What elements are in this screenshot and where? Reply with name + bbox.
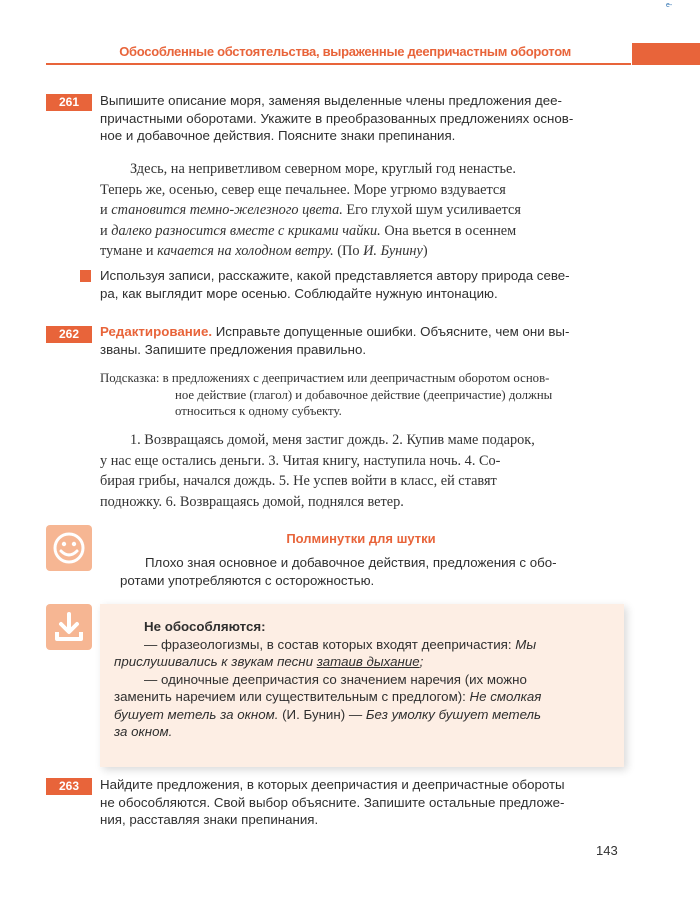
subtask-line: ра, как выглядит море осенью. Соблюдайте нужную интонацию. [100, 285, 498, 301]
rule-line: заменить наречием или существительным с предлогом): Не смолкая [114, 689, 542, 704]
running-header-title: Обособленные обстоятельства, выраженные деепричастным оборотом [119, 44, 571, 59]
smiley-icon [46, 525, 92, 571]
task-line: Найдите предложения, в которых деепричастия и деепричастные обороты [100, 777, 565, 792]
exercise-261-text [100, 159, 620, 262]
download-icon [46, 604, 92, 650]
joke-text [100, 554, 622, 589]
subtask-line: Используя записи, расскажите, какой представляется автору природа севе- [100, 268, 570, 283]
exercise-number-261: 261 [46, 94, 92, 111]
exercise-262-task: Редактирование. Исправьте допущенные ошибки. Объясните, чем они вы- званы. Запишите предложения правильно. [100, 323, 630, 358]
text-line: тумане и качается на холодном ветру. (По И. Бунину) [100, 243, 428, 259]
exercise-261-task [100, 92, 630, 145]
joke-line: ротами употребляются с осторожностью. [120, 572, 375, 588]
task-line: Выпишите описание моря, заменяя выделенные члены предложения дее- [100, 93, 562, 108]
exercise-number-262: 262 [46, 326, 92, 343]
text-line: Теперь же, осенью, север еще печальнее. Море угрюмо вздувается [100, 181, 506, 198]
exercise-261-subtask [100, 267, 630, 302]
sentence-line: бирая грибы, начался дождь. 5. Не успев войти в класс, ей ставят [100, 473, 497, 489]
task-line: причастными оборотами. Укажите в преобразованных предложениях основ- [100, 110, 574, 126]
rule-note [100, 604, 624, 767]
exercise-263-task [100, 776, 630, 829]
text-line: Здесь, на неприветливом северном море, круглый год ненастье. [130, 161, 516, 177]
sentence-line: 1. Возвращаясь домой, меня застиг дождь. 2. Купив маме подарок, [130, 432, 535, 448]
rule-line: бушует метель за окном. (И. Бунин) — Без умолку бушует метель [114, 706, 542, 722]
task-line: ния, расставляя знаки препинания. [100, 812, 319, 827]
hint-line: ное действие (глагол) и добавочное действие (деепричастие) должны [175, 387, 553, 402]
rule-line: за окном. [114, 724, 173, 739]
text-line: и становится темно-железного цвета. Его глухой шум усиливается [100, 202, 521, 218]
sentence-line: подножку. 6. Возвращаясь домой, поднялся ветер. [100, 493, 404, 510]
rule-line: — фразеологизмы, в состав которых входят деепричастия: Мы [144, 636, 537, 652]
rule-line: — одиночные деепричастия со значением наречия (их можно [144, 671, 527, 687]
page-number: 143 [596, 843, 618, 858]
sentence-line: у нас еще остались деньги. 3. Читая книгу, наступила ночь. 4. Со- [100, 452, 501, 469]
publisher-logo: e- [666, 2, 673, 9]
exercise-262-hint [100, 370, 622, 420]
rule-note-title: Не обособляются: [144, 619, 266, 634]
joke-line: Плохо зная основное и добавочное действия, предложения с обо- [145, 555, 557, 570]
hint-line: Подсказка: в предложениях с деепричастием или деепричастным оборотом основ- [100, 371, 550, 385]
task-line: званы. Запишите предложения правильно. [100, 341, 367, 357]
joke-title: Полминутки для шутки [286, 531, 436, 546]
exercise-262-sentences [100, 430, 622, 512]
task-line: ное и добавочное действия. Поясните знаки препинания. [100, 128, 456, 143]
running-header [46, 43, 631, 65]
header-tab [632, 43, 700, 65]
subtask-marker-icon [80, 270, 91, 282]
exercise-262-label: Редактирование. [100, 324, 213, 339]
text-line: и далеко разносится вместе с криками чайки. Она вьется в осеннем [100, 222, 517, 239]
exercise-number-263: 263 [46, 778, 92, 795]
rule-line: прислушивались к звукам песни затаив дыхание; [114, 654, 424, 669]
task-line: не обособляются. Свой выбор объясните. Запишите остальные предложе- [100, 794, 565, 810]
hint-line: относиться к одному субъекту. [175, 404, 342, 418]
